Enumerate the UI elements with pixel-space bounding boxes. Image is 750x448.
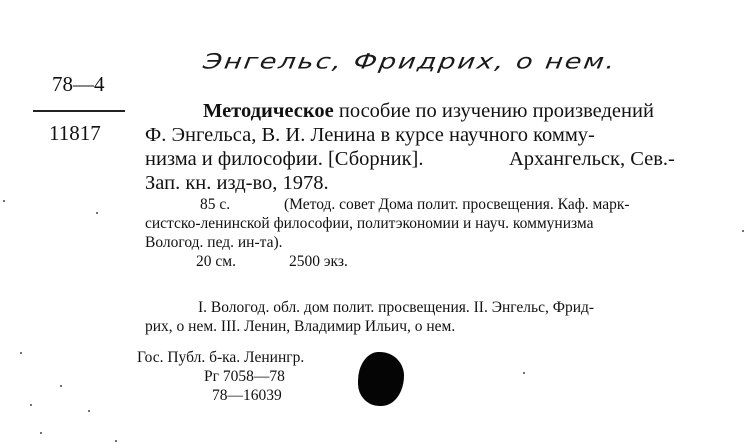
noise-speck xyxy=(115,440,117,442)
title-line-1 xyxy=(203,99,654,124)
library-code: Рг 7058—78 xyxy=(204,368,285,385)
collation-copies: 2500 экз. xyxy=(289,253,348,270)
library-number: 78—16039 xyxy=(212,387,282,404)
noise-speck xyxy=(523,372,525,374)
noise-speck xyxy=(30,404,32,406)
call-number-divider xyxy=(33,110,125,112)
handwritten-note: Энгельс, Фридрих, о нем. xyxy=(201,50,619,75)
collation-pages: 85 с. xyxy=(200,196,231,213)
tracings-line-1: I. Вологод. обл. дом полит. просвещения. II. Энгельс, Фрид- xyxy=(198,299,595,316)
collation-note-1: (Метод. совет Дома полит. просвещения. Каф. марк- xyxy=(284,196,630,213)
call-number-top: 78—4 xyxy=(52,72,105,96)
title-line-1-rest: пособие по изучению произведений xyxy=(338,100,654,122)
collation-size: 20 см. xyxy=(196,253,236,270)
noise-speck xyxy=(742,230,744,232)
collation-note-2: систско-ленинской философии, политэкономии и науч. коммунизма xyxy=(145,215,594,232)
title-line-3a: низма и философии. [Сборник]. xyxy=(145,148,424,170)
noise-speck xyxy=(96,212,98,214)
title-line-2: Ф. Энгельса, В. И. Ленина в курсе научного комму- xyxy=(145,124,595,146)
library-name: Гос. Публ. б-ка. Ленингр. xyxy=(137,349,305,366)
title-line-3b: Архангельск, Сев.- xyxy=(509,148,675,170)
noise-speck xyxy=(88,410,90,412)
tracings-line-2: рих, о нем. III. Ленин, Владимир Ильич, о нем. xyxy=(145,318,456,335)
collation-note-3: Вологод. пед. ин-та). xyxy=(145,234,283,251)
noise-speck xyxy=(20,352,22,354)
noise-speck xyxy=(40,432,42,434)
noise-speck xyxy=(60,385,62,387)
noise-speck xyxy=(3,200,5,202)
title-line-4: Зап. кн. изд-во, 1978. xyxy=(145,172,329,194)
ink-blot xyxy=(358,352,404,406)
call-number-bottom: 11817 xyxy=(49,121,101,145)
title-lead: Методическое xyxy=(203,100,334,122)
